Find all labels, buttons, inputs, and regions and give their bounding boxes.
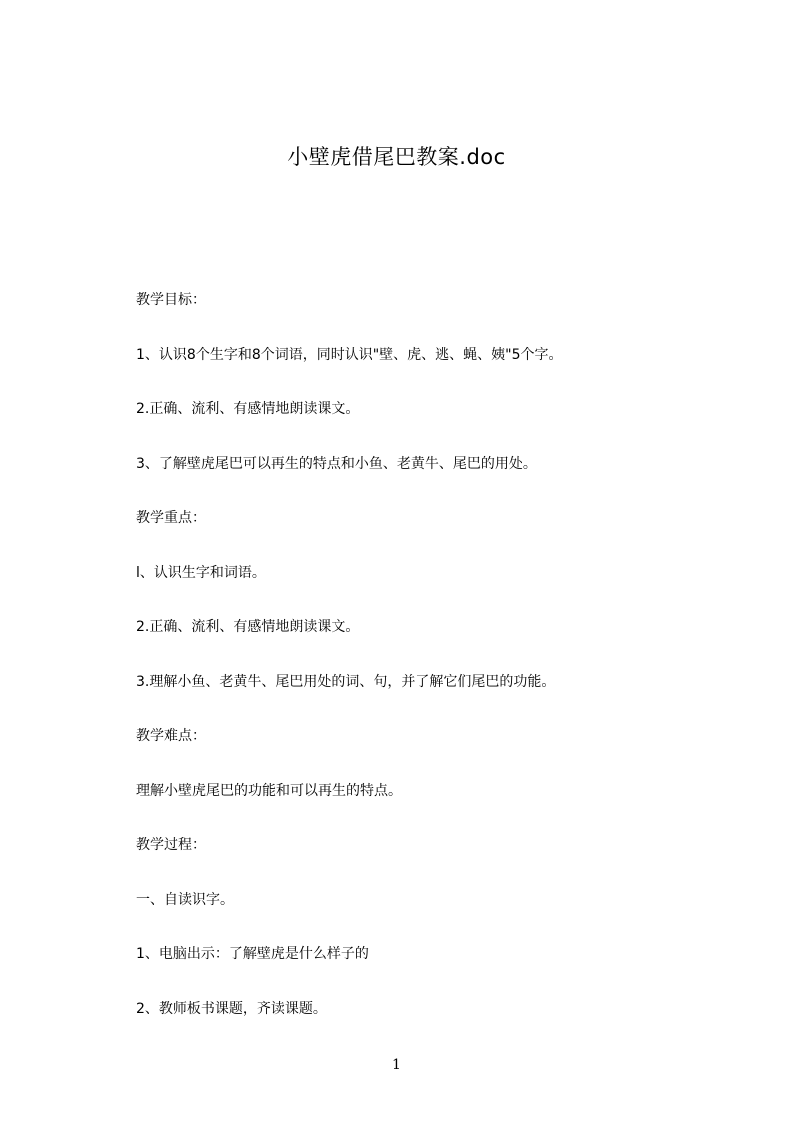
process-item-2: 2、教师板书课题，齐读课题。 [136, 1000, 327, 1017]
process-item-1: 1、电脑出示：了解壁虎是什么样子的 [136, 946, 369, 962]
section-heading-key-points: 教学重点： [136, 510, 206, 526]
document-title: 小壁虎借尾巴教案.doc [287, 145, 506, 169]
objective-item-3: 3、了解壁虎尾巴可以再生的特点和小鱼、老黄牛、尾巴的用处。 [136, 455, 537, 472]
document-body [136, 287, 736, 1050]
key-point-item-3: 3.理解小鱼、老黄牛、尾巴用处的词、句，并了解它们尾巴的功能。 [136, 673, 556, 690]
objective-item-1: 1、认识8个生字和8个词语，同时认识"壁、虎、逃、蝇、姨"5个字。 [136, 346, 563, 363]
section-heading-process: 教学过程： [136, 837, 206, 853]
section-heading-difficulties: 教学难点： [136, 728, 206, 744]
key-point-item-1: l、认识生字和词语。 [136, 564, 266, 581]
section-heading-objectives: 教学目标： [136, 292, 206, 308]
process-step-heading: 一、自读识字。 [136, 891, 234, 908]
difficulty-item: 理解小壁虎尾巴的功能和可以再生的特点。 [136, 782, 402, 799]
objective-item-2: 2.正确、流利、有感情地朗读课文。 [136, 401, 360, 417]
key-point-item-2: 2.正确、流利、有感情地朗读课文。 [136, 619, 360, 635]
page-number: 1 [392, 1057, 401, 1073]
